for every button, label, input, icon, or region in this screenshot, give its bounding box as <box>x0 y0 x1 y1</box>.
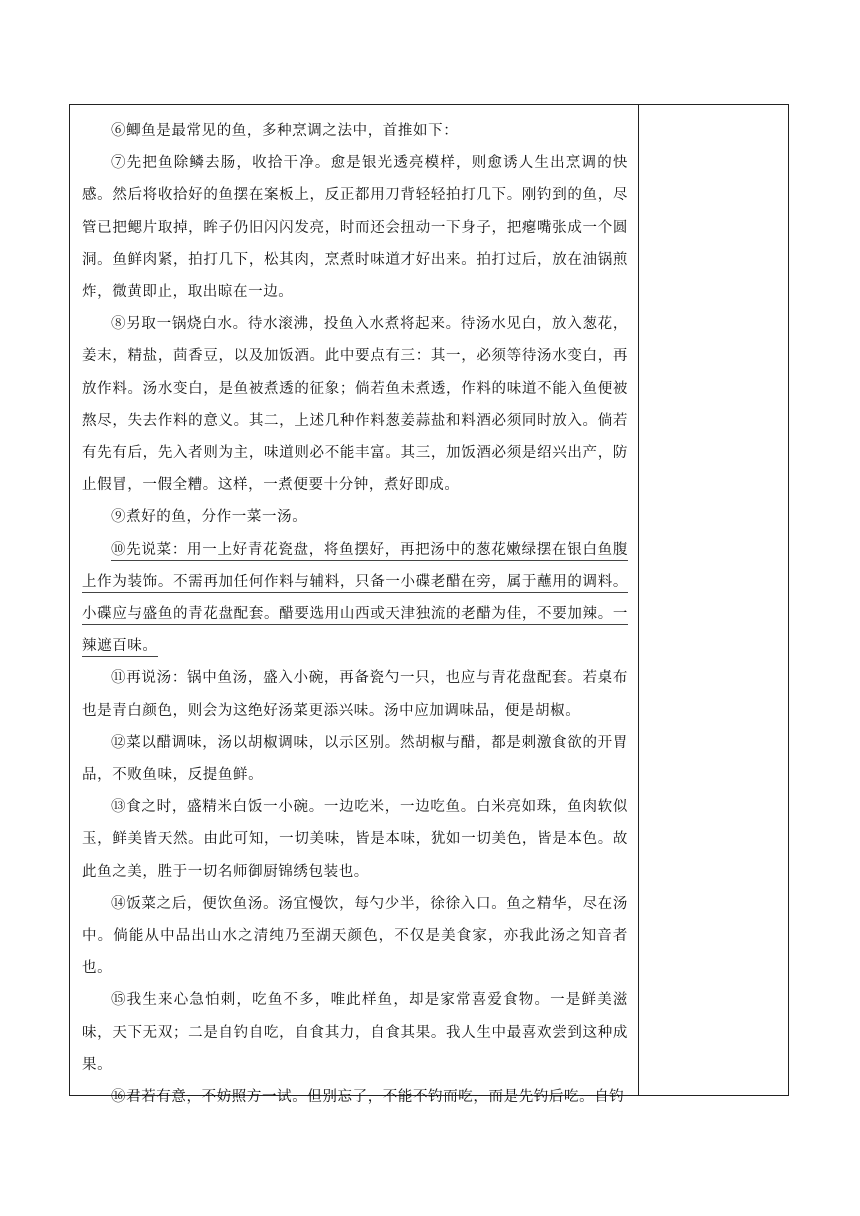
paragraph-p10 <box>82 534 628 663</box>
paragraph-p14 <box>82 888 628 985</box>
blank-side-column <box>639 105 788 1095</box>
paragraph-p16 <box>82 1081 628 1113</box>
paragraph-p9 <box>82 501 628 533</box>
paragraph-p6 <box>82 115 628 147</box>
paragraph-text: ⑧另取一锅烧白水。待水滚沸，投鱼入水煮将起来。待汤水见白，放入葱花，姜末，精盐，茴香豆，以及加饭酒。此中要点有三：其一，必须等待汤水变白，再放作料。汤水变白，是鱼被煮透的征象；倘若鱼未煮透，作料的味道不能入鱼便被熬尽，失去作料的意义。其二，上述几种作料葱姜蒜盐和料酒必须同时放入。倘若有先有后，先入者则为主，味道则必不能丰富。其三，加饭酒必须是绍兴出产，防止假冒，一假全糟。这样，一煮便要十分钟，煮好即成。 <box>82 316 628 494</box>
paragraph-p13 <box>82 791 628 888</box>
paragraph-text: ⑨煮好的鱼，分作一菜一汤。 <box>111 509 308 526</box>
paragraph-p8 <box>82 308 628 501</box>
paragraph-p12 <box>82 727 628 791</box>
paragraph-text: ⑭饭菜之后，便饮鱼汤。汤宜慢饮，每勺少半，徐徐入口。鱼之精华，尽在汤中。倘能从中品出山水之清纯乃至湖天颜色，不仅是美食家，亦我此汤之知音者也。 <box>82 895 628 977</box>
paragraph-p7 <box>82 147 628 308</box>
paragraph-text: ⑫菜以醋调味，汤以胡椒调味，以示区别。然胡椒与醋，都是刺激食欲的开胃品，不败鱼味，反提鱼鲜。 <box>82 734 628 784</box>
paragraph-text: ⑬食之时，盛精米白饭一小碗。一边吃米，一边吃鱼。白米亮如珠，鱼肉软似玉，鲜美皆天然。由此可知，一切美味，皆是本味，犹如一切美色，皆是本色。故此鱼之美，胜于一切名师御厨锦绣包装也。 <box>82 799 628 880</box>
paragraph-p15 <box>82 984 628 1081</box>
paragraph-p11 <box>82 662 628 726</box>
document-table <box>69 104 789 1106</box>
underlined-text: ⑩先说菜：用一上好青花瓷盘，将鱼摆好，再把汤中的葱花嫩绿摆在银白鱼腹上作为装饰。不需再加任何作料与辅料，只备一小碟老醋在旁，属于蘸用的调料。小碟应与盛鱼的青花盘配套。醋要选用山西或天津独流的老醋为佳，不要加辣。一辣遮百味。 <box>82 542 628 658</box>
paragraph-text: ⑮我生来心急怕刺，吃鱼不多，唯此样鱼，却是家常喜爱食物。一是鲜美滋味，天下无双；二是自钓自吃，自食其力，自食其果。我人生中最喜欢尝到这种成果。 <box>82 992 628 1073</box>
paragraph-text: ⑥鲫鱼是最常见的鱼，多种烹调之法中，首推如下： <box>111 123 459 139</box>
paragraph-text: ⑦先把鱼除鳞去肠，收拾干净。愈是银光透亮模样，则愈诱人生出烹调的快感。然后将收拾好的鱼摆在案板上，反正都用刀背轻轻拍打几下。刚钓到的鱼，尽管已把鳃片取掉，眸子仍旧闪闪发亮，时而还会扭动一下身子，把瘪嘴张成一个圆洞。鱼鲜肉紧，拍打几下，松其肉，烹煮时味道才好出来。拍打过后，放在油锅煎炸，微黄即止，取出晾在一边。 <box>82 155 628 301</box>
text-column <box>70 105 638 1106</box>
paragraph-text: ⑯君若有意，不妨照方一试。但别忘了，不能不钓而吃，而是先钓后吃。自钓 <box>111 1089 625 1106</box>
paragraph-text: ⑪再说汤：锅中鱼汤，盛入小碗，再备瓷勺一只，也应与青花盘配套。若桌布也是青白颜色，则会为这绝好汤菜更添兴味。汤中应加调味品，便是胡椒。 <box>82 670 628 719</box>
